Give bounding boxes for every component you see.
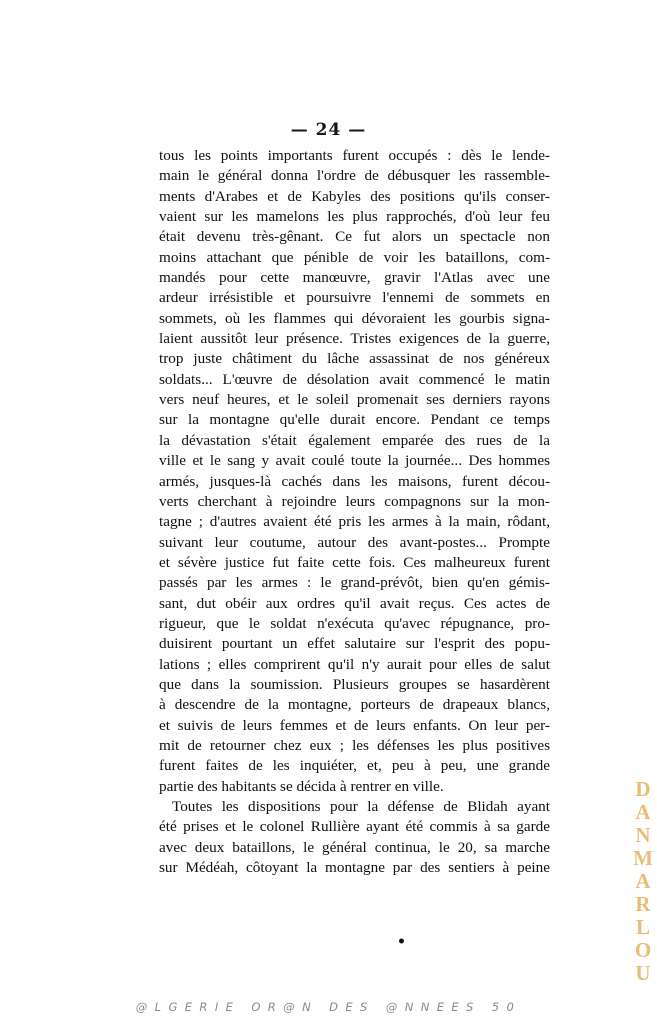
text-line: passés par les armes : le grand-prévôt, bien qu'en gémis-: [159, 574, 550, 592]
text-line: suivant leur coutume, autour des avant-postes... Prompte: [159, 533, 550, 551]
text-line: soldats... L'œuvre de désolation avait commencé le matin: [159, 370, 550, 388]
text-line: et suivis de leurs femmes et de leurs enfants. On leur per-: [159, 716, 550, 734]
text-line: et sévère justice fut faite cette fois. Ces malheureux furent: [159, 553, 550, 571]
paragraph: [159, 146, 550, 797]
text-line: duisirent pourtant un effet salutaire sur l'esprit des popu-: [159, 635, 550, 653]
text-line: vers neuf heures, et le soleil promenait ses derniers rayons: [159, 391, 550, 409]
text-line: armés, jusques-là cachés dans les maisons, furent décou-: [159, 472, 550, 490]
paragraph: [159, 797, 550, 878]
text-line: ville et le sang y avait coulé toute la journée... Des hommes: [159, 452, 550, 470]
text-line: partie des habitants se décida à rentrer en ville.: [159, 777, 444, 795]
text-line: sant, dut obéir aux ordres qu'il avait reçus. Ces actes de: [159, 594, 550, 612]
text-line: la dévastation s'était également emparée des rues de la: [159, 431, 550, 449]
text-line: mit de retourner chez eux ; les défenses les plus positives: [159, 736, 550, 754]
text-line: Toutes les dispositions pour la défense de Blidah ayant: [172, 798, 550, 815]
text-line: été prises et le colonel Rullière ayant été commis à sa garde: [159, 818, 550, 836]
side-logo-letters: D A N M A R L O U: [633, 777, 653, 985]
text-line: tagne ; d'autres avaient été pris les armes à la main, rôdant,: [159, 513, 550, 531]
bottom-mark: •: [397, 934, 406, 950]
page-number: — 24 —: [290, 120, 367, 140]
text-line: trop juste châtiment du lâche assassinat de nos généreux: [159, 350, 550, 368]
text-line: ments d'Arabes et de Kabyles des positions qu'ils conser-: [159, 187, 550, 205]
text-line: sur Médéah, côtoyant la montagne par des sentiers à peine: [159, 859, 550, 877]
text-line: que dans la soumission. Plusieurs groupes se hasardèrent: [159, 675, 550, 693]
text-line: avec deux bataillons, le général continua, le 20, sa marche: [159, 838, 550, 856]
text-line: verts cherchant à rejoindre leurs compagnons sur la mon-: [159, 492, 550, 510]
text-line: sur la montagne qu'elle durait encore. Pendant ce temps: [159, 411, 550, 429]
text-line: tous les points importants furent occupés : dès le lende-: [159, 147, 550, 164]
body-text: [159, 146, 550, 878]
text-line: lations ; elles comprirent qu'il n'y aurait pour elles de salut: [159, 655, 550, 673]
side-watermark-logo: [630, 778, 656, 985]
text-line: rigueur, que le soldat n'exécuta qu'avec répugnance, pro-: [159, 614, 550, 632]
footer-watermark: @LGERIE OR@N DES @NNEES 50: [135, 1000, 522, 1014]
text-line: vaient sur les mamelons les plus rapprochés, d'où leur feu: [159, 208, 550, 226]
text-line: mandés pour cette manœuvre, gravir l'Atlas avec une: [159, 269, 550, 287]
text-line: ardeur irrésistible et poursuivre l'ennemi de sommets en: [159, 289, 550, 307]
text-line: laient aussitôt leur présence. Tristes exigences de la guerre,: [159, 330, 550, 348]
text-line: sommets, où les flammes qui dévoraient les gourbis signa-: [159, 309, 550, 327]
text-line: était devenu très-gênant. Ce fut alors un spectacle non: [159, 228, 550, 246]
text-line: furent faites de les inquiéter, et, peu à peu, une grande: [159, 757, 550, 775]
text-line: moins attachant que pénible de voir les bataillons, com-: [159, 248, 550, 266]
text-line: main le général donna l'ordre de débusquer les rassemble-: [159, 167, 550, 185]
text-line: à descendre de la montagne, porteurs de drapeaux blancs,: [159, 696, 550, 714]
